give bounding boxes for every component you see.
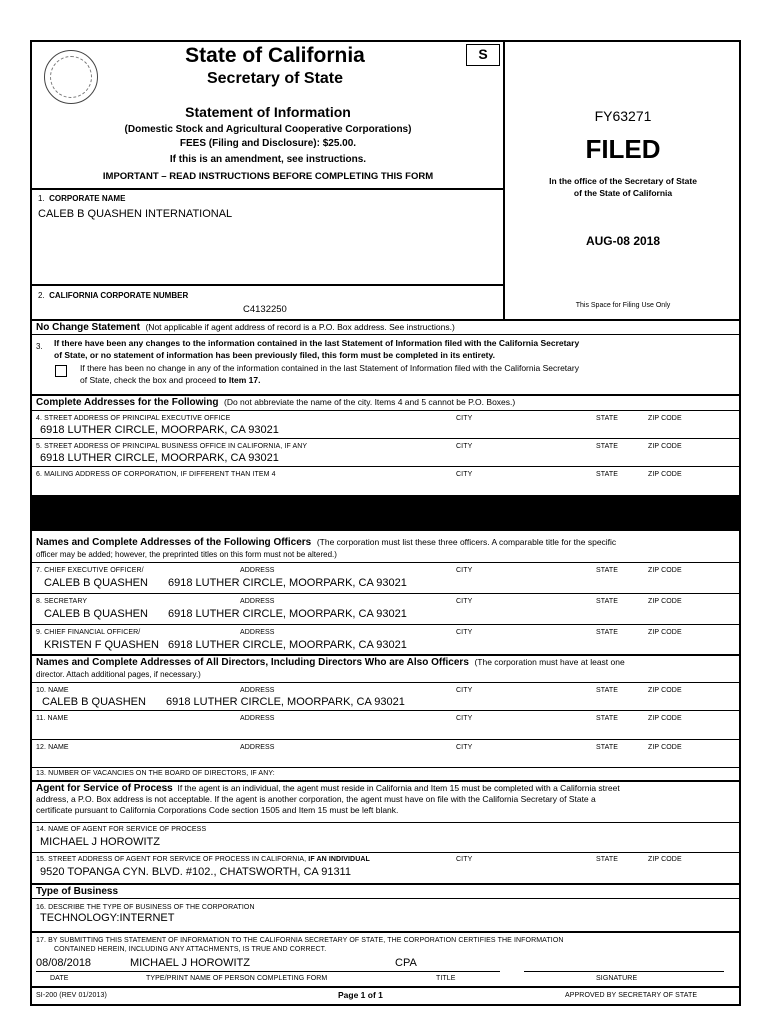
officer-address-col: ADDRESS (240, 598, 275, 605)
approved-by: APPROVED BY SECRETARY OF STATE (565, 992, 698, 999)
filing-number: FY63271 (594, 108, 652, 124)
director-row-label: 11. NAME (36, 715, 69, 722)
vacancies-label: 13. NUMBER OF VACANCIES ON THE BOARD OF DIRECTORS, IF ANY: (36, 770, 275, 777)
director-zip-col: ZIP CODE (648, 744, 682, 751)
secretary-title: Secretary of State (206, 70, 344, 87)
officer-zip-col: ZIP CODE (648, 629, 682, 636)
officer-state-col: STATE (596, 629, 619, 636)
filing-office-line1: In the office of the Secretary of State (549, 176, 697, 186)
no-change-check-line2: of State, check the box and proceed to Item 17. (80, 375, 261, 385)
director-address-col: ADDRESS (240, 715, 275, 722)
agent-city-col: CITY (456, 856, 473, 863)
filing-office-line2: of the State of California (573, 188, 673, 198)
officer-address-col: ADDRESS (240, 567, 275, 574)
no-change-check-line1: If there has been no change in any of the information contained in the last Statement of Information filed with the California Secretary (80, 363, 579, 373)
officer-row-label: 7. CHIEF EXECUTIVE OFFICER/ (36, 567, 144, 574)
address-state-col: STATE (596, 415, 619, 422)
corporate-number-value: C4132250 (243, 304, 287, 315)
filing-space-note: This Space for Filing Use Only (575, 302, 671, 309)
officer-name-value: KRISTEN F QUASHEN (44, 639, 159, 651)
director-city-col: CITY (456, 687, 473, 694)
address-zip-col: ZIP CODE (648, 471, 682, 478)
filing-date: AUG-08 2018 (585, 234, 661, 248)
address-row-divider (30, 438, 741, 439)
address-zip-col: ZIP CODE (648, 415, 682, 422)
director-zip-col: ZIP CODE (648, 687, 682, 694)
cert-date-value: 08/08/2018 (36, 957, 92, 969)
certification-line2: CONTAINED HEREIN, INCLUDING ANY ATTACHMENTS, IS TRUE AND CORRECT. (54, 946, 327, 953)
director-state-col: STATE (596, 715, 619, 722)
officer-row-label: 8. SECRETARY (36, 598, 88, 605)
officer-zip-col: ZIP CODE (648, 598, 682, 605)
address-city-col: CITY (456, 471, 473, 478)
address-row-divider (30, 466, 741, 467)
address-row-value: 6918 LUTHER CIRCLE, MOORPARK, CA 93021 (40, 424, 279, 436)
agent-section: Agent for Service of Process If the agent is an individual, the agent must reside in California and Item 15 must be completed with a California street address, a P.O. Box address is not acceptable. If the agent is another corporation, the agent must have on file with the California Secretary of State a certificate pursuant to California Corporations Code section 1505 and Item 15 must be left blank. (36, 783, 620, 815)
fees-line: FEES (Filing and Disclosure): $25.00. (179, 138, 357, 149)
officer-address-value: 6918 LUTHER CIRCLE, MOORPARK, CA 93021 (168, 577, 407, 589)
director-zip-col: ZIP CODE (648, 715, 682, 722)
state-title: State of California (185, 44, 365, 67)
state-seal-icon (44, 50, 98, 104)
business-value: TECHNOLOGY:INTERNET (40, 912, 175, 924)
statement-subtitle: (Domestic Stock and Agricultural Cooperative Corporations) (124, 124, 412, 135)
director-row-divider (30, 739, 741, 740)
business-label: 16. DESCRIBE THE TYPE OF BUSINESS OF THE CORPORATION (36, 904, 255, 911)
address-row-value: 6918 LUTHER CIRCLE, MOORPARK, CA 93021 (40, 452, 279, 464)
no-change-heading: No Change Statement (Not applicable if agent address of record is a P.O. Box address. See instructions.) (36, 322, 455, 333)
filed-status: FILED (585, 134, 661, 164)
director-row-label: 10. NAME (36, 687, 69, 694)
item2-label: 2. CALIFORNIA CORPORATE NUMBER (38, 291, 189, 300)
director-address-value: 6918 LUTHER CIRCLE, MOORPARK, CA 93021 (166, 696, 405, 708)
officer-row-divider (30, 593, 741, 594)
directors-heading: Names and Complete Addresses of All Directors, Including Directors Who are Also Officers (The corporation must have at least one (36, 657, 625, 668)
no-change-bold-line1: If there have been any changes to the information contained in the last Statement of Information filed with the California Secretary (54, 338, 580, 348)
director-row-divider (30, 710, 741, 711)
statement-title: Statement of Information (185, 104, 351, 120)
officer-address-col: ADDRESS (240, 629, 275, 636)
amendment-line: If this is an amendment, see instructions. (169, 154, 367, 165)
address-row-label: 5. STREET ADDRESS OF PRINCIPAL BUSINESS OFFICE IN CALIFORNIA, IF ANY (36, 443, 308, 450)
officer-row-divider (30, 624, 741, 625)
director-state-col: STATE (596, 687, 619, 694)
address-zip-col: ZIP CODE (648, 443, 682, 450)
director-address-col: ADDRESS (240, 687, 275, 694)
form-revision: SI-200 (REV 01/2013) (36, 992, 107, 999)
cert-date-label: DATE (50, 975, 69, 982)
address-state-col: STATE (596, 471, 619, 478)
addresses-heading: Complete Addresses for the Following (Do not abbreviate the name of the city. Items 4 and 5 cannot be P.O. Boxes.) (36, 397, 516, 408)
officer-state-col: STATE (596, 567, 619, 574)
business-heading: Type of Business (36, 886, 119, 897)
agent-state-col: STATE (596, 856, 619, 863)
officers-heading: Names and Complete Addresses of the Following Officers (The corporation must list these three officers. A comparable title for the specific (36, 537, 617, 548)
director-address-col: ADDRESS (240, 744, 275, 751)
officer-zip-col: ZIP CODE (648, 567, 682, 574)
agent-name-value: MICHAEL J HOROWITZ (40, 836, 160, 848)
certification-line1: 17. BY SUBMITTING THIS STATEMENT OF INFORMATION TO THE CALIFORNIA SECRETARY OF STATE, THE CORPORATION CERTIFIES THE INFORMATION (36, 937, 564, 944)
agent-address-value: 9520 TOPANGA CYN. BLVD. #102., CHATSWORTH, CA 91311 (40, 866, 351, 878)
redacted-bar (30, 495, 741, 531)
cert-signature-label: SIGNATURE (596, 975, 638, 982)
officer-city-col: CITY (456, 629, 473, 636)
cert-title-value: CPA (395, 957, 417, 969)
officer-row-label: 9. CHIEF FINANCIAL OFFICER/ (36, 629, 141, 636)
form-code-box: S (466, 44, 500, 66)
item1-label: 1. CORPORATE NAME (38, 194, 126, 203)
officer-address-value: 6918 LUTHER CIRCLE, MOORPARK, CA 93021 (168, 608, 407, 620)
address-state-col: STATE (596, 443, 619, 450)
no-change-bold-line2: of State, or no statement of information has been previously filed, this form must be completed in its entirety. (54, 350, 495, 360)
corporate-name-value: CALEB B QUASHEN INTERNATIONAL (38, 208, 233, 220)
important-line: IMPORTANT – READ INSTRUCTIONS BEFORE COMPLETING THIS FORM (102, 171, 434, 182)
address-row-label: 4. STREET ADDRESS OF PRINCIPAL EXECUTIVE OFFICE (36, 415, 231, 422)
director-row-label: 12. NAME (36, 744, 69, 751)
officer-city-col: CITY (456, 567, 473, 574)
address-row-label: 6. MAILING ADDRESS OF CORPORATION, IF DIFFERENT THAN ITEM 4 (36, 471, 276, 478)
agent-address-label: 15. STREET ADDRESS OF AGENT FOR SERVICE OF PROCESS IN CALIFORNIA, IF AN INDIVIDUAL (36, 856, 370, 863)
officer-address-value: 6918 LUTHER CIRCLE, MOORPARK, CA 93021 (168, 639, 407, 651)
director-city-col: CITY (456, 715, 473, 722)
address-city-col: CITY (456, 443, 473, 450)
item3-num: 3. (36, 342, 43, 351)
cert-name-label: TYPE/PRINT NAME OF PERSON COMPLETING FORM (146, 975, 328, 982)
cert-name-value: MICHAEL J HOROWITZ (130, 957, 250, 969)
agent-zip-col: ZIP CODE (648, 856, 682, 863)
cert-title-label: TITLE (436, 975, 456, 982)
page-number: Page 1 of 1 (338, 990, 383, 1000)
director-state-col: STATE (596, 744, 619, 751)
agent-name-label: 14. NAME OF AGENT FOR SERVICE OF PROCESS (36, 826, 207, 833)
directors-note-line2: director. Attach additional pages, if necessary.) (36, 670, 201, 679)
officer-name-value: CALEB B QUASHEN (44, 608, 148, 620)
director-city-col: CITY (456, 744, 473, 751)
no-change-checkbox[interactable] (55, 365, 67, 377)
officers-note-line2: officer may be added; however, the preprinted titles on this form must not be altered.) (36, 550, 337, 559)
officer-state-col: STATE (596, 598, 619, 605)
officer-name-value: CALEB B QUASHEN (44, 577, 148, 589)
director-name-value: CALEB B QUASHEN (42, 696, 146, 708)
address-city-col: CITY (456, 415, 473, 422)
officer-city-col: CITY (456, 598, 473, 605)
